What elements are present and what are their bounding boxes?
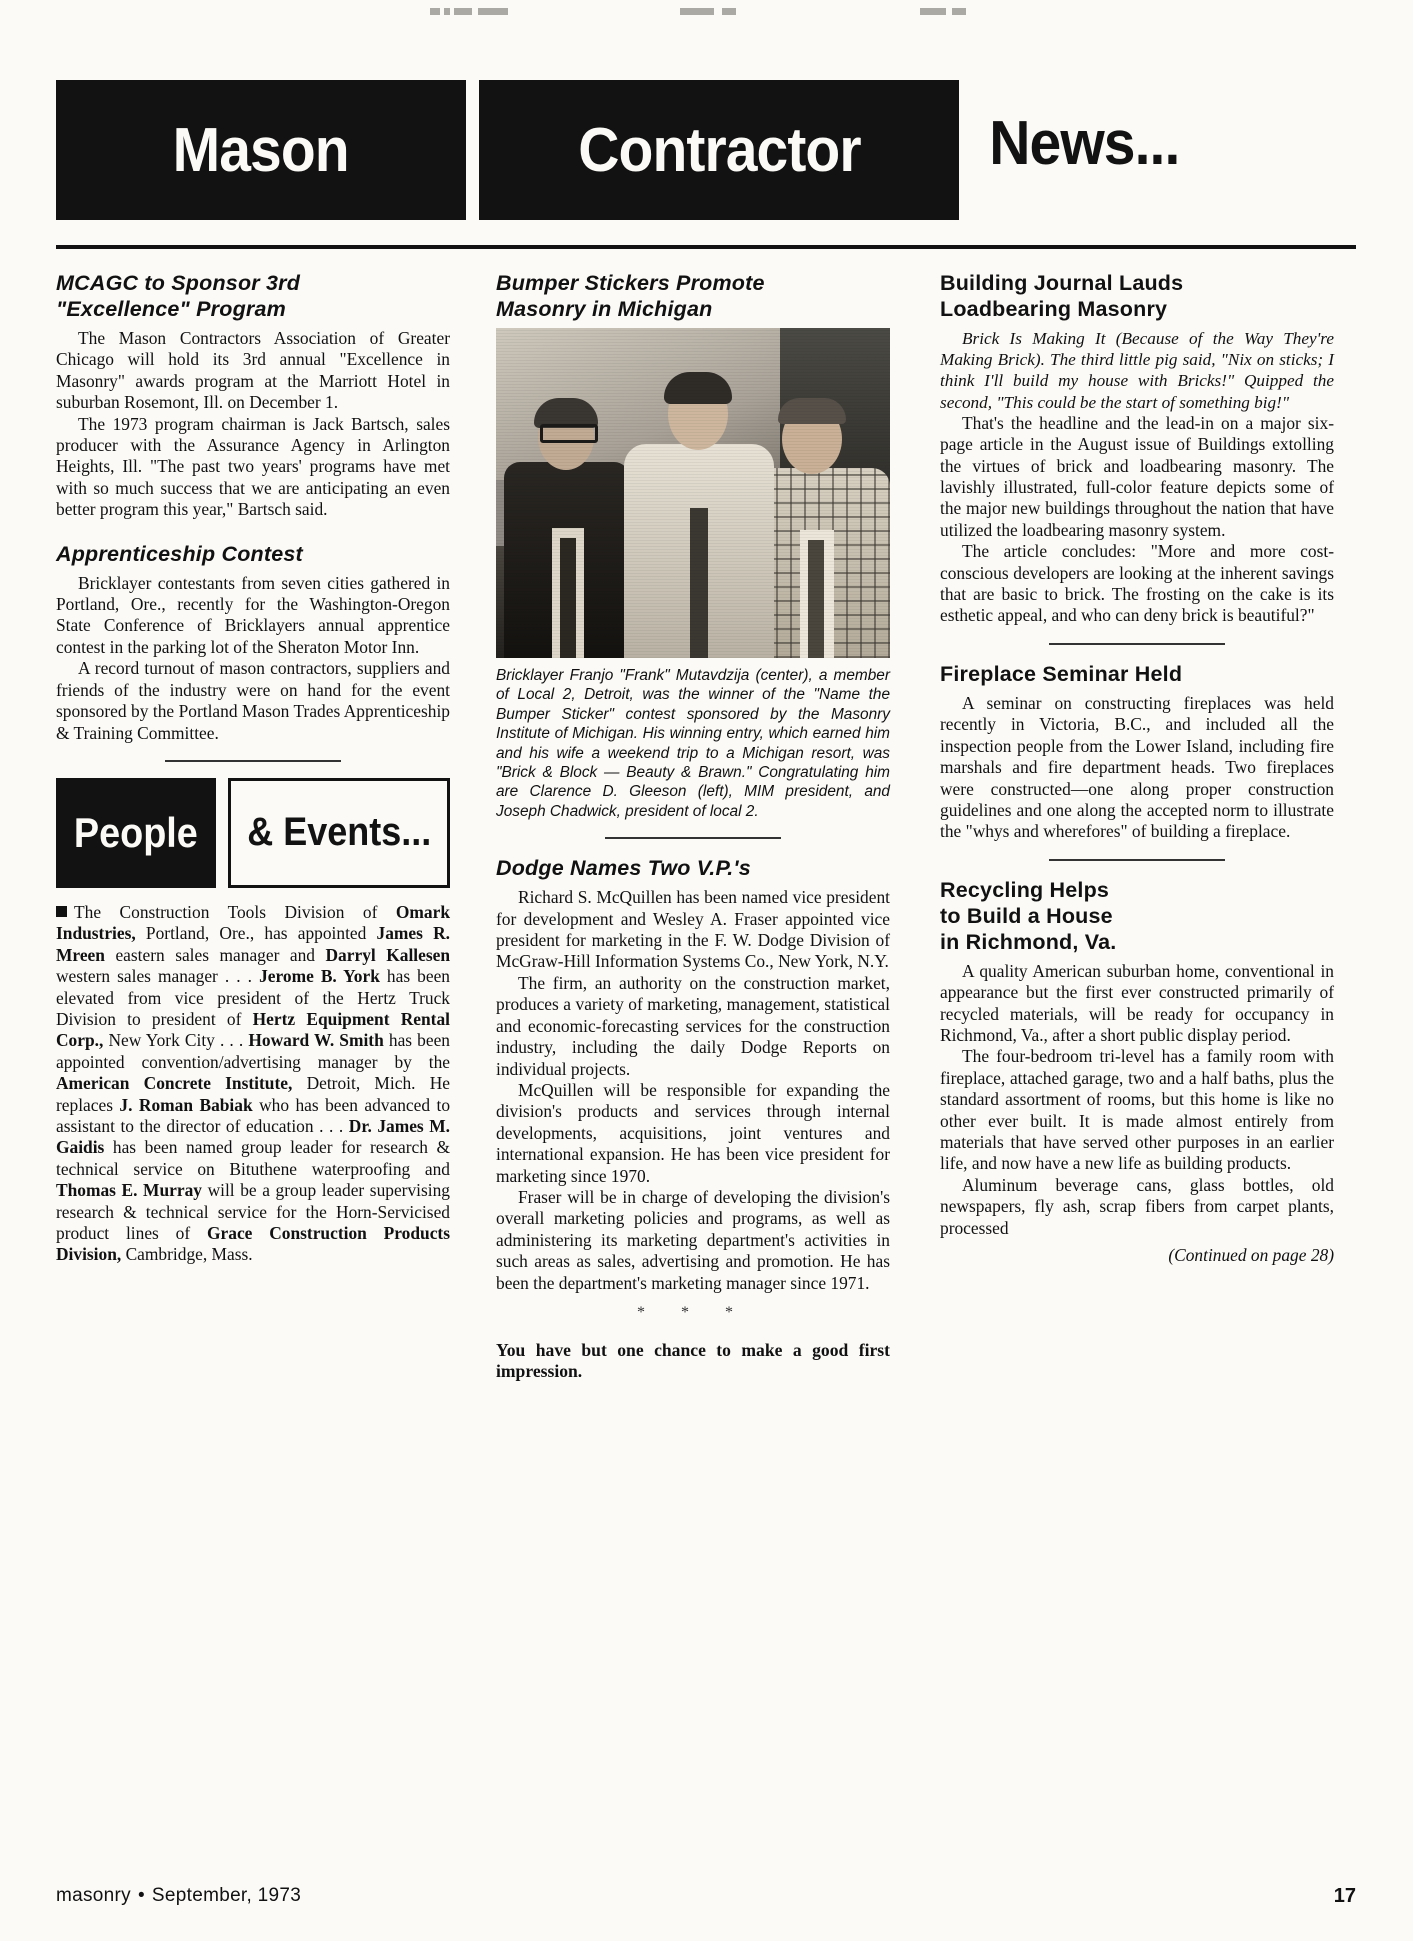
people-events-logo-right xyxy=(228,778,450,888)
article-dodge-p2: The firm, an authority on the construction market, produces a variety of marketing, management, statistical and economic-forecasting services for the construction industry, including the daily Dodge Reports on individual projects. xyxy=(496,972,890,1079)
article-recycling-p1: A quality American suburban home, conventional in appearance but the first ever constructed primarily of recycled materials, will be ready for occupancy in Richmond, Va., after a short public display period. xyxy=(940,960,1334,1045)
people-events-word-people: People xyxy=(74,808,198,856)
article-recycling-p2: The four-bedroom tri-level has a family room with fireplace, attached garage, two and a half baths, plus the standard assortment of rooms, but this home is like no other ever built. It is made almost entirely from materials that have served other purposes in an earlier life, and now have a new life as building products. xyxy=(940,1046,1334,1174)
masthead xyxy=(56,30,1356,220)
article-dodge xyxy=(496,855,890,1383)
article-recycling xyxy=(940,877,1334,1266)
article-dodge-heading: Dodge Names Two V.P.'s xyxy=(496,856,751,881)
article-bumper-heading xyxy=(496,270,890,322)
people-events-lead: The Construction Tools Division of xyxy=(74,901,396,922)
column-1 xyxy=(56,270,450,1830)
masthead-rule xyxy=(56,245,1356,249)
heading-line-1: Bumper Stickers Promote xyxy=(496,271,765,295)
column-3 xyxy=(940,270,1334,1830)
heading-line-1: Building Journal Lauds xyxy=(940,271,1184,295)
article-dodge-p3: McQuillen will be responsible for expanding the division's products and services through internal developments, acquisitions, joint ventures and international expansion. He has been vice president for marketing since 1970. xyxy=(496,1079,890,1186)
masthead-block-mason xyxy=(56,80,466,220)
article-recycling-p3: Aluminum beverage cans, glass bottles, old newspapers, fly ash, scrap fibers from carpet plants, processed xyxy=(940,1174,1334,1238)
masthead-block-contractor xyxy=(479,80,959,220)
article-fireplace-p1: A seminar on constructing fireplaces was held recently in Victoria, B.C., and included all the inspection people from the Lower Island, including fire marshals and fire department heads. Two fireplaces were constructed—one along proper construction guidelines and one along the accepted norm to illustrate the "whys and wherefores" of building a fireplace. xyxy=(940,692,1334,842)
article-mcagc xyxy=(56,270,450,521)
footer-issue: September, 1973 xyxy=(151,1885,302,1906)
article-building-journal-p1: That's the headline and the lead-in on a major six-page article in the August issue of Buildings extolling the virtues of brick and loadbearing masonry. The lavishly illustrated, full-color feature depicts some of the major new buildings throughout the nation that have utilized the loadbearing masonry system. xyxy=(940,412,1334,540)
heading-line-1: Recycling Helps xyxy=(940,877,1110,902)
section-divider xyxy=(1049,859,1225,861)
article-dodge-kicker: You have but one chance to make a good first impression. xyxy=(496,1339,890,1382)
article-apprenticeship-p2: A record turnout of mason contractors, suppliers and friends of the industry were on hand for the event sponsored by the Portland Mason Trades Apprenticeship & Training Committee. xyxy=(56,658,450,743)
article-building-journal-italic: Brick Is Making It (Because of the Way They're Making Brick). The third little pig said, "Nix on sticks; I think I'll build my house with Bricks!" Quipped the second, "This could be the start of something big!" xyxy=(940,329,1334,412)
photo-caption: Bricklayer Franjo "Frank" Mutavdzija (center), a member of Local 2, Detroit, was the winner of the "Name the Bumper Sticker" contest sponsored by the Masonry Institute of Michigan. His winning entry, which earned him and his wife a weekend trip to a Michigan resort, was "Brick & Block — Beauty & Brawn." Congratulating him are Clarence D. Gleeson (left), MIM president, and Joseph Chadwick, president of local 2. xyxy=(496,667,890,820)
footer-issue-line xyxy=(56,1885,301,1907)
article-recycling-heading xyxy=(940,877,1334,955)
article-fireplace-heading: Fireplace Seminar Held xyxy=(940,661,1183,686)
article-dodge-p1: Richard S. McQuillen has been named vice president for development and Wesley A. Fraser appointed vice president for marketing in the F. W. Dodge Division of McGraw-Hill Information Systems Co., New York, N.Y. xyxy=(496,887,890,972)
footer-publication: masonry xyxy=(56,1885,131,1906)
masthead-word-mason: Mason xyxy=(172,115,350,185)
heading-line-2: "Excellence" Program xyxy=(56,297,286,321)
three-men-photo xyxy=(496,328,890,658)
square-bullet-icon xyxy=(56,906,67,917)
people-events-word-events: & Events... xyxy=(246,810,432,855)
article-apprenticeship-heading: Apprenticeship Contest xyxy=(56,541,303,566)
column-2 xyxy=(496,270,890,1830)
article-mcagc-p1: The Mason Contractors Association of Greater Chicago will hold its 3rd annual "Excellence in Masonry" awards program at the Marriott Hotel in suburban Rosemont, Ill. on December 1. xyxy=(56,328,450,413)
article-bumper-stickers xyxy=(496,270,890,821)
article-columns xyxy=(56,270,1356,1830)
footer-separator: • xyxy=(137,1885,145,1906)
page-number: 17 xyxy=(1333,1885,1356,1907)
masthead-word-news: News... xyxy=(989,109,1180,178)
people-events-logo xyxy=(56,778,450,888)
article-fireplace xyxy=(940,661,1334,843)
heading-line-2: to Build a House xyxy=(940,903,1113,928)
section-divider xyxy=(1049,643,1225,645)
article-building-journal-heading xyxy=(940,270,1334,322)
article-apprenticeship-p1: Bricklayer contestants from seven cities gathered in Portland, Ore., recently for the Washington-Oregon State Conference of Bricklayers annual apprentice contest in the parking lot of the Sheraton Motor Inn. xyxy=(56,572,450,657)
heading-line-2: Loadbearing Masonry xyxy=(940,297,1168,321)
article-building-journal xyxy=(940,270,1334,627)
heading-line-2: Masonry in Michigan xyxy=(496,297,713,321)
scan-artifacts xyxy=(430,6,990,22)
article-mcagc-p2: The 1973 program chairman is Jack Bartsch, sales producer with the Assurance Agency in Arlington Heights, Ill. "The past two years' programs have met with so much success that we are anticipating an even better program this year," Bartsch said. xyxy=(56,413,450,520)
heading-line-3: in Richmond, Va. xyxy=(940,929,1117,954)
article-mcagc-heading xyxy=(56,270,450,322)
star-divider: * * * xyxy=(637,1303,749,1321)
heading-line-1: MCAGC to Sponsor 3rd xyxy=(56,271,301,295)
article-building-journal-p2: The article concludes: "More and more cost-conscious developers are looking at the inherent savings that are basic to brick. The frosting on the cake is its esthetic appeal, and who can deny brick is beautiful?" xyxy=(940,541,1334,626)
continued-note: (Continued on page 28) xyxy=(1168,1245,1334,1265)
article-dodge-p4: Fraser will be in charge of developing the division's overall marketing policies and programs, as well as administering its marketing department's activities in such areas as sales, advertising and promotion. He has been the department's marketing manager since 1971. xyxy=(496,1186,890,1293)
people-events-body: The Construction Tools Division of Omark Industries, Portland, Ore., has appointed James R. Mreen eastern sales manager and Darryl Kallesen western sales manager . . . Jerome B. York has been elevated from vice president of the Hertz Truck Division to president of Hertz Equipment Rental Corp., New York City . . . Howard W. Smith has been appointed convention/advertising manager by the American Concrete Institute, Detroit, Mich. He replaces J. Roman Babiak who has been advanced to assistant to the director of education . . . Dr. James M. Gaidis has been named group leader for research & technical service on Bituthene waterproofing and Thomas E. Murray will be a group leader supervising research & technical service for the Horn-Servicised product lines of Grace Construction Products Division, Cambridge, Mass. xyxy=(56,901,451,1265)
article-apprenticeship xyxy=(56,541,450,744)
section-divider xyxy=(165,760,341,762)
masthead-word-contractor: Contractor xyxy=(577,115,861,185)
section-divider xyxy=(605,837,781,839)
people-events-logo-left xyxy=(56,778,216,888)
